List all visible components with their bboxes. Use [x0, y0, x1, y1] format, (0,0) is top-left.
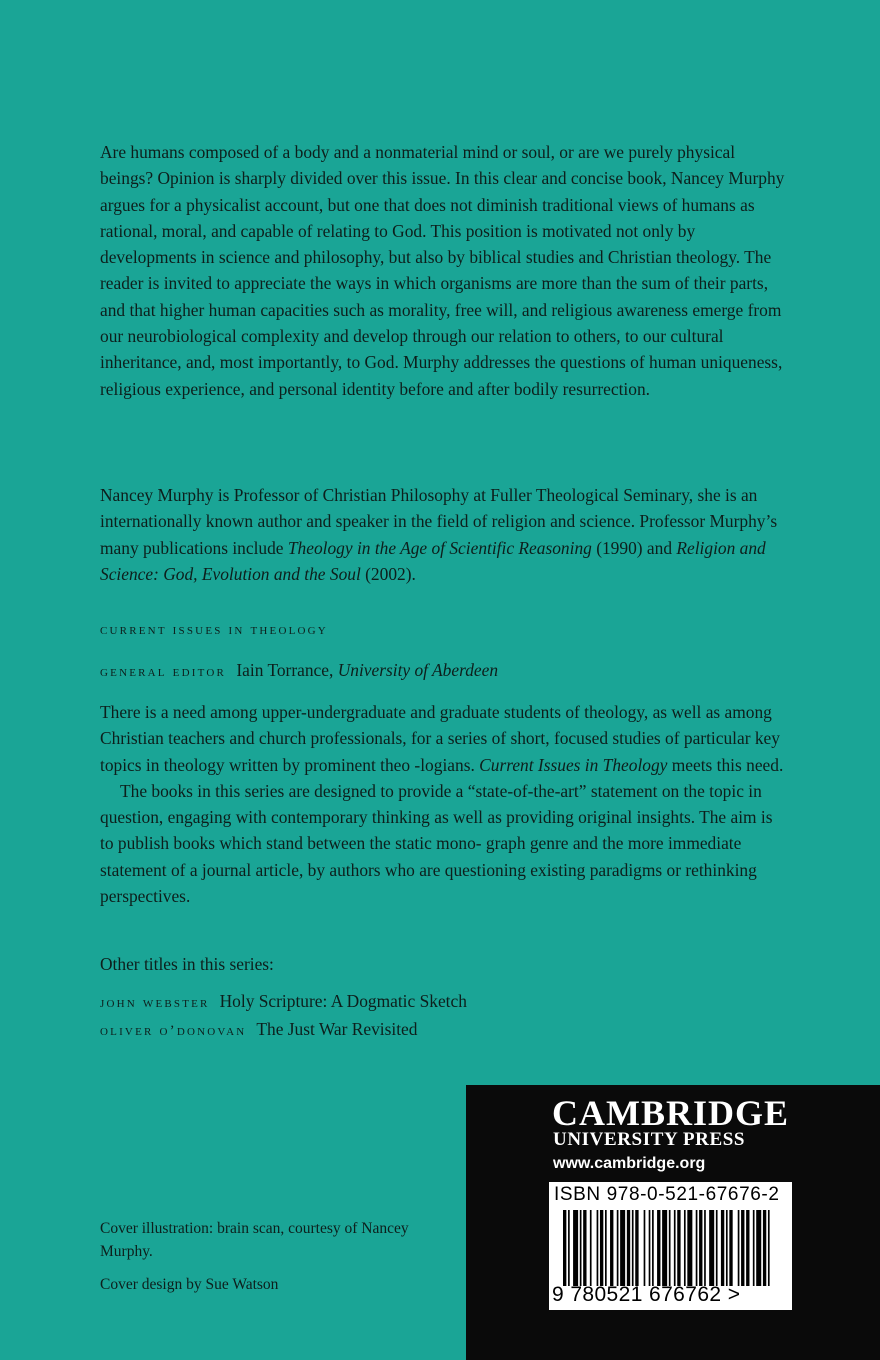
- title-row: [100, 988, 790, 1016]
- author-bio-section: [100, 482, 790, 587]
- barcode-bar: [684, 1210, 686, 1286]
- barcode-bar: [674, 1210, 676, 1286]
- barcode-bars: [563, 1210, 773, 1286]
- barcode-bar: [627, 1210, 630, 1286]
- barcode-bar: [763, 1210, 766, 1286]
- series-title: current issues in theology: [100, 622, 328, 638]
- barcode-bar: [617, 1210, 619, 1286]
- barcode-bar: [652, 1210, 654, 1286]
- book-title-2: Religion and Science: God, Evolution and the Soul: [100, 537, 766, 584]
- barcode-bar: [756, 1210, 761, 1286]
- barcode-bar: [635, 1210, 638, 1286]
- barcode-bar: [620, 1210, 625, 1286]
- barcode-bar: [644, 1210, 646, 1286]
- blurb-section: [100, 139, 790, 402]
- publisher-subtitle: UNIVERSITY PRESS: [553, 1129, 746, 1150]
- title-author: oliver o’donovan: [100, 1023, 247, 1040]
- series-desc-paragraph-2: The books in this series are designed to provide a “state-of-the-art” statement on the topic in question, engaging with contemporary thinking as well as providing original insights. The aim is to publish books which stand between the static mono- graph genre and the more immediate statement of a journal article, by authors who are questioning existing paradigms or rethinking perspectives.: [100, 780, 773, 907]
- design-credit: Cover design by Sue Watson: [100, 1276, 279, 1293]
- title-name: The Just War Revisited: [256, 1019, 418, 1040]
- barcode-bar: [662, 1210, 667, 1286]
- barcode-bar: [600, 1210, 603, 1286]
- barcode-bar: [610, 1210, 613, 1286]
- series-desc-text-b: meets this need.: [667, 754, 784, 775]
- publisher-panel: [466, 1085, 880, 1360]
- barcode-bar: [768, 1210, 770, 1286]
- barcode-bar: [597, 1210, 599, 1286]
- barcode-bar: [649, 1210, 651, 1286]
- barcode-bar: [590, 1210, 592, 1286]
- series-desc-paragraph-1: [100, 699, 790, 778]
- blurb-paragraph: Are humans composed of a body and a nonmaterial mind or soul, or are we purely physical beings? Opinion is sharply divided over this issue. In this clear and concise book, Nancey Murphy argues for a physicalist account, but one that does not diminish traditional views of humans as rational, moral, and capable of relating to God. This position is motivated not only by developments in science and philosophy, but also by biblical studies and Christian theology. The reader is invited to appreciate the ways in which organisms are more than the sum of their parts, and that higher human capacities such as morality, free will, and religious awareness emerge from our neurobiological complexity and develop through our relation to others, to our cultural inheritance, and, most importantly, to God. Murphy addresses the questions of human uniqueness, religious experience, and personal identity before and after bodily resurrection.: [100, 142, 785, 399]
- barcode-box: [549, 1182, 792, 1310]
- cover-credits: [100, 1217, 420, 1296]
- series-description: [100, 699, 790, 909]
- barcode-bar: [583, 1210, 586, 1286]
- barcode-bar: [669, 1210, 671, 1286]
- barcode-bar: [677, 1210, 680, 1286]
- book-title-1: Theology in the Age of Scientific Reasoning: [287, 537, 592, 558]
- barcode-bar: [699, 1210, 702, 1286]
- other-titles-heading: [100, 951, 790, 977]
- barcode-bar: [580, 1210, 582, 1286]
- barcode-bar: [657, 1210, 660, 1286]
- barcode-digits: 9 780521 676762 >: [552, 1283, 741, 1306]
- barcode-bar: [687, 1210, 692, 1286]
- editor-name: Iain Torrance,: [236, 660, 338, 680]
- barcode-bar: [632, 1210, 634, 1286]
- barcode-bar: [738, 1210, 740, 1286]
- author-bio-text-2: (1990) and: [591, 537, 677, 558]
- illustration-credit: Cover illustration: brain scan, courtesy of Nancey Murphy.: [100, 1220, 409, 1260]
- series-desc-text-a: There is a need among upper-undergraduate and graduate students of theology, as well as among Christian teachers and church professionals, for a series of short, focused studies of particular key topics in theology written by prominent theo -logians.: [100, 702, 780, 775]
- series-name-italic: Current Issues in Theology: [479, 754, 668, 775]
- publisher-name: CAMBRIDGE: [552, 1093, 790, 1133]
- author-bio-text-1: Nancey Murphy is Professor of Christian Philosophy at Fuller Theological Seminary, she is an internationally known author and speaker in the field of religion and science. Professor Murphy’s many publications include: [100, 485, 778, 558]
- barcode-bar: [746, 1210, 749, 1286]
- isbn-text: ISBN 978-0-521-67676-2: [554, 1184, 780, 1205]
- title-row: [100, 1016, 790, 1044]
- barcode-bar: [729, 1210, 732, 1286]
- barcode-bar: [753, 1210, 755, 1286]
- author-bio-paragraph: [100, 482, 790, 587]
- barcode-bar: [721, 1210, 724, 1286]
- barcode-bar: [726, 1210, 728, 1286]
- series-heading: [100, 622, 790, 639]
- author-bio-text-3: (2002).: [360, 563, 416, 584]
- barcode-bar: [573, 1210, 578, 1286]
- barcode-bar: [709, 1210, 714, 1286]
- other-titles-label: Other titles in this series:: [100, 954, 274, 974]
- other-titles-list: [100, 988, 790, 1045]
- publisher-url: www.cambridge.org: [553, 1155, 706, 1172]
- barcode-bar: [605, 1210, 607, 1286]
- barcode-bar: [741, 1210, 744, 1286]
- editor-label: general editor: [100, 664, 227, 680]
- general-editor-line: [100, 660, 790, 681]
- barcode-bar: [696, 1210, 698, 1286]
- editor-affiliation: University of Aberdeen: [337, 660, 499, 680]
- title-author: john webster: [100, 995, 210, 1011]
- barcode-bar: [563, 1210, 566, 1286]
- barcode-bar: [716, 1210, 718, 1286]
- barcode-bar: [568, 1210, 570, 1286]
- barcode-bar: [704, 1210, 706, 1286]
- title-name: Holy Scripture: A Dogmatic Sketch: [219, 991, 467, 1011]
